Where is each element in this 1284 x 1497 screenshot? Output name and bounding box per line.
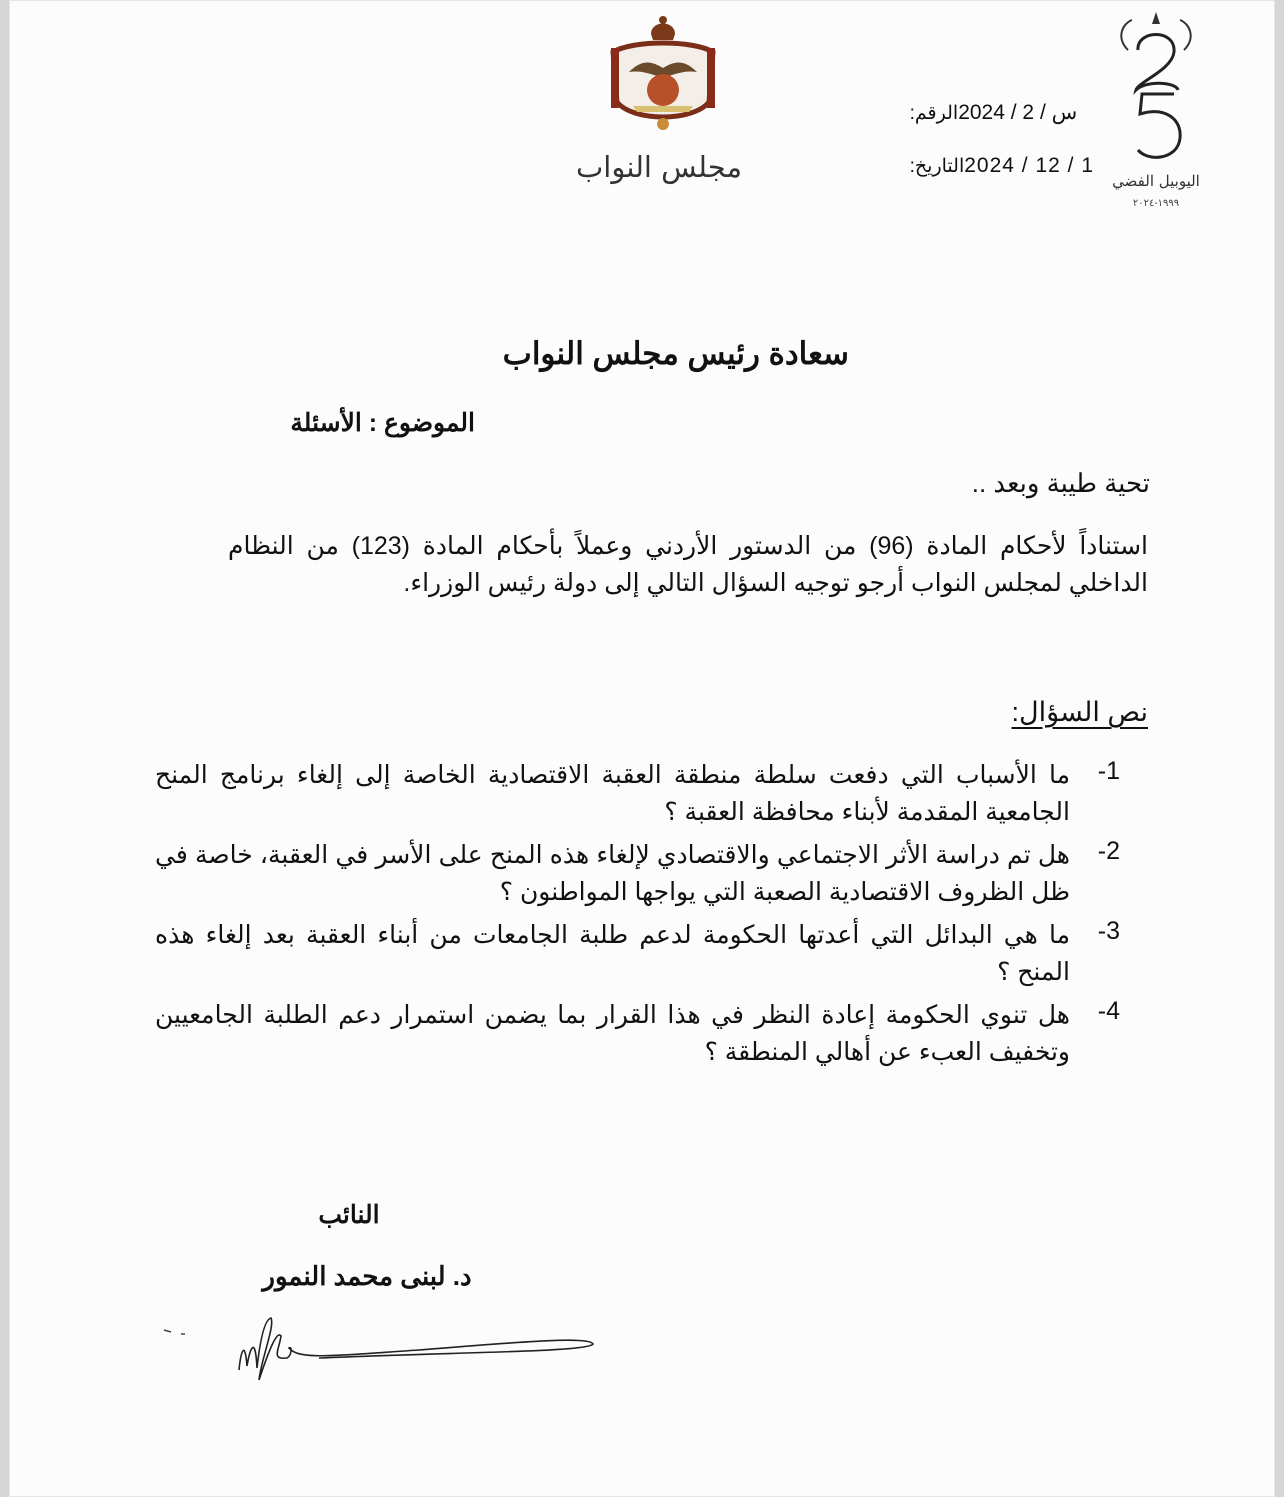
date-row <box>900 151 1094 204</box>
question-item <box>155 917 1120 991</box>
subject-line: الموضوع : الأسئلة <box>290 409 475 437</box>
greeting: تحية طيبة وبعد .. <box>971 468 1150 498</box>
reference-label: الرقم: <box>909 103 959 124</box>
question-number: -4 <box>1097 997 1120 1025</box>
handwritten-signature-icon <box>159 1310 609 1400</box>
parliament-name: مجلس النواب <box>575 150 743 184</box>
letter-page <box>9 0 1275 1497</box>
reference-value: 2024 / س / 2 <box>958 101 1078 124</box>
jubilee-years: ١٩٩٩-٢٠٢٤ <box>1132 198 1180 209</box>
question-item <box>155 757 1120 831</box>
reference-block <box>900 98 1094 204</box>
signer-role: النائب <box>318 1201 380 1229</box>
question-text: ما هي البدائل التي أعدتها الحكومة لدعم طلبة الجامعات من أبناء العقبة بعد إلغاء هذه المنح ؟ <box>155 921 1070 986</box>
reference-number-row <box>900 98 1094 151</box>
question-item <box>155 837 1120 911</box>
question-number: -1 <box>1097 757 1120 785</box>
date-label: التاريخ: <box>909 156 965 177</box>
question-text: ما الأسباب التي دفعت سلطة منطقة العقبة الاقتصادية الخاصة إلى إلغاء برنامج المنح الجامعية المقدمة لأبناء محافظة العقبة ؟ <box>155 761 1070 826</box>
questions-list <box>155 757 1120 1071</box>
jubilee-text: اليوبيل الفضي <box>1112 172 1200 190</box>
question-text: هل تنوي الحكومة إعادة النظر في هذا القرار بما يضمن استمرار دعم الطلبة الجامعيين وتخفيف العبء عن أهالي المنطقة ؟ <box>155 1001 1070 1066</box>
jubilee-logo <box>1112 10 1200 220</box>
question-number: -2 <box>1097 837 1120 865</box>
date-value: 2024 / 12 / 1 <box>964 154 1094 177</box>
coat-of-arms-icon <box>593 12 733 137</box>
intro-paragraph: استناداً لأحكام المادة (96) من الدستور الأردني وعملاً بأحكام المادة (123) من النظام الداخلي لمجلس النواب أرجو توجيه السؤال التالي إلى دولة رئيس الوزراء. <box>228 532 1148 597</box>
question-text: هل تم دراسة الأثر الاجتماعي والاقتصادي لإلغاء هذه المنح على الأسر في العقبة، خاصة في ظل الظروف الاقتصادية الصعبة التي يواجها المواطنون ؟ <box>155 841 1070 906</box>
signer-name: د. لبنى محمد النمور <box>262 1261 472 1291</box>
question-number: -3 <box>1097 917 1120 945</box>
questions-heading: نص السؤال: <box>1011 697 1148 727</box>
question-item <box>155 997 1120 1071</box>
jubilee-25-icon <box>1116 10 1196 170</box>
addressee: سعادة رئيس مجلس النواب <box>502 336 849 371</box>
